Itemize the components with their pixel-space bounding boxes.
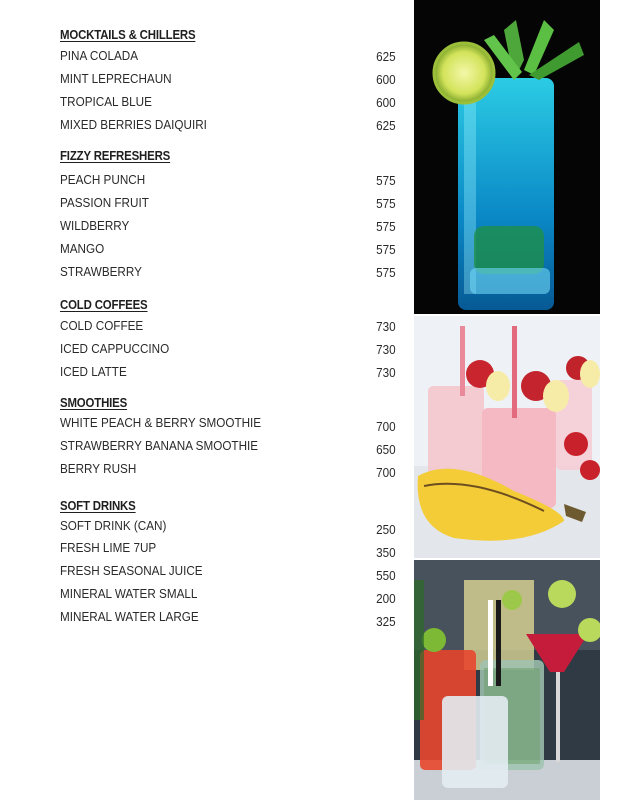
- item-name: WHITE PEACH & BERRY SMOOTHIE: [60, 415, 262, 430]
- item-price: 250: [376, 522, 396, 537]
- item-price: 650: [376, 442, 396, 457]
- item-name: MINT LEPRECHAUN: [60, 71, 172, 86]
- item-price: 575: [376, 219, 396, 234]
- item-price: 325: [376, 614, 396, 629]
- item-name: STRAWBERRY BANANA SMOOTHIE: [60, 438, 259, 453]
- item-name: FRESH SEASONAL JUICE: [60, 563, 203, 578]
- menu-item: [60, 586, 396, 604]
- item-price: 625: [376, 49, 396, 64]
- section-title-cold-coffees: COLD COFFEES: [60, 297, 148, 312]
- menu-item: [60, 71, 396, 89]
- menu-item: [60, 94, 396, 112]
- item-name: MANGO: [60, 241, 105, 256]
- menu-item: [60, 241, 396, 259]
- item-price: 700: [376, 465, 396, 480]
- item-name: FRESH LIME 7UP: [60, 540, 157, 555]
- item-price: 730: [376, 365, 396, 380]
- item-name: BERRY RUSH: [60, 461, 137, 476]
- menu-item: [60, 518, 396, 536]
- menu-item: [60, 609, 396, 627]
- item-name: STRAWBERRY: [60, 264, 142, 279]
- menu-item: [60, 540, 396, 558]
- menu-item: [60, 172, 396, 190]
- item-name: MINERAL WATER LARGE: [60, 609, 199, 624]
- menu-item: [60, 415, 396, 433]
- item-name: COLD COFFEE: [60, 318, 144, 333]
- section-title-soft-drinks: SOFT DRINKS: [60, 498, 136, 513]
- cocktails-photo: [414, 560, 600, 800]
- menu-item: [60, 195, 396, 213]
- section-title-fizzy: FIZZY REFRESHERS: [60, 148, 171, 163]
- item-name: PASSION FRUIT: [60, 195, 149, 210]
- menu-item: [60, 461, 396, 479]
- item-price: 600: [376, 95, 396, 110]
- smoothie-photo: [414, 316, 600, 558]
- item-price: 350: [376, 545, 396, 560]
- item-name: ICED CAPPUCCINO: [60, 341, 170, 356]
- item-price: 575: [376, 242, 396, 257]
- item-name: MIXED BERRIES DAIQUIRI: [60, 117, 207, 132]
- menu-item: [60, 318, 396, 336]
- item-name: PINA COLADA: [60, 48, 139, 63]
- item-price: 730: [376, 319, 396, 334]
- item-name: MINERAL WATER SMALL: [60, 586, 198, 601]
- menu-item: [60, 264, 396, 282]
- item-price: 575: [376, 265, 396, 280]
- item-price: 550: [376, 568, 396, 583]
- section-title-mocktails: MOCKTAILS & CHILLERS: [60, 27, 196, 42]
- blue-mocktail-photo: [414, 0, 600, 314]
- item-price: 600: [376, 72, 396, 87]
- menu-item: [60, 563, 396, 581]
- item-price: 730: [376, 342, 396, 357]
- menu-item: [60, 48, 396, 66]
- item-name: SOFT DRINK (CAN): [60, 518, 167, 533]
- menu-item: [60, 341, 396, 359]
- item-price: 700: [376, 419, 396, 434]
- menu-item: [60, 364, 396, 382]
- section-title-smoothies: SMOOTHIES: [60, 395, 128, 410]
- page-margin: [600, 0, 638, 800]
- photo-column: [414, 0, 600, 800]
- menu-item: [60, 117, 396, 135]
- item-name: WILDBERRY: [60, 218, 130, 233]
- item-name: TROPICAL BLUE: [60, 94, 152, 109]
- item-price: 200: [376, 591, 396, 606]
- item-price: 575: [376, 196, 396, 211]
- menu-item: [60, 218, 396, 236]
- item-price: 575: [376, 173, 396, 188]
- menu-item: [60, 438, 396, 456]
- item-name: PEACH PUNCH: [60, 172, 146, 187]
- item-name: ICED LATTE: [60, 364, 127, 379]
- item-price: 625: [376, 118, 396, 133]
